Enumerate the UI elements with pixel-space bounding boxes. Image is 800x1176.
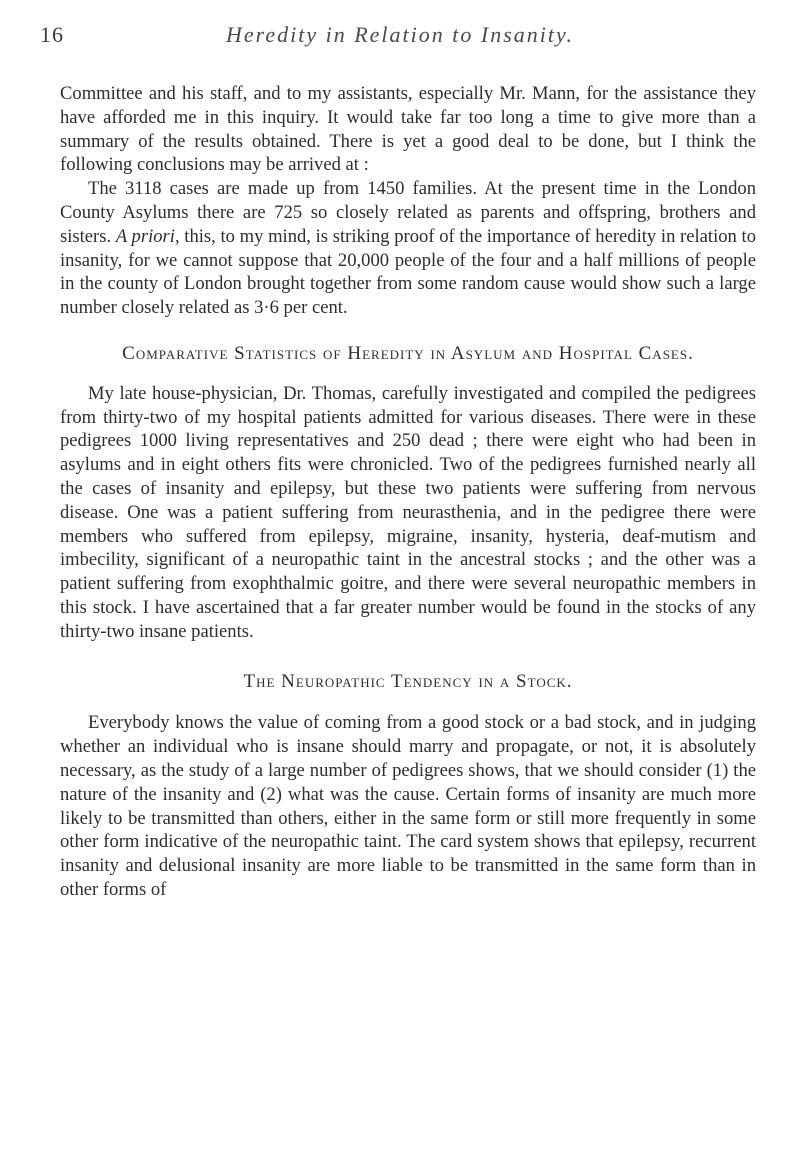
section-heading-neuropathic-tendency: The Neuropathic Tendency in a Stock. xyxy=(243,670,573,692)
paragraph-statistics-part2: , this, to my mind, is striking proof of the importance of heredity in relation to insanity, for we cannot suppose that 20,000 people of the four and a half millions of people in the county of London brought together from some random cause would show such a large number closely related as 3·6 per cent. xyxy=(60,225,756,319)
paragraph-pedigrees: My late house-physician, Dr. Thomas, carefully investigated and compiled the pedigrees from thirty-two of my hospital patients admitted for various diseases. There were in these pedigrees 1000 living representatives and 250 dead ; there were eight who had been in asylums and in eight others fits were chronicled. Two of the pedigrees furnished nearly all the cases of insanity and epilepsy, but these two patients were suffering from nervous disease. One was a patient suffering from neurasthenia, and in the pedigree there were members who suffered from epilepsy, migraine, insanity, hysteria, deaf-mutism and imbecility, significant of a neuropathic taint in the ancestral stocks ; and the other was a patient suffering from exophthalmic goitre, and there were several neuropathic members in this stock. I have ascertained that a far greater number would be found in the stocks of any thirty-two insane patients. xyxy=(60,382,756,642)
page-number: 16 xyxy=(40,22,64,47)
section-heading-comparative-statistics: Comparative Statistics of Heredity in Asylum and Hospital Cases. xyxy=(122,342,694,364)
paragraph-statistics-part1: The 3118 cases are made up from 1450 families. At the present time in the London County Asylums there are 725 so closely related as parents and offspring, brothers and sisters. xyxy=(60,178,756,247)
paragraph-continuation: Committee and his staff, and to my assistants, especially Mr. Mann, for the assistance they have afforded me in this inquiry. It would take far too long a time to give more than a summary of the results obtained. There is yet a good deal to be done, but I think the following conclusions may be arrived at : xyxy=(60,83,756,176)
paragraph-statistics xyxy=(60,177,756,320)
paragraph-stock: Everybody knows the value of coming from a good stock or a bad stock, and in judging whether an individual who is insane should marry and propagate, or not, it is absolutely necessary, as the study of a large number of pedigrees shows, that we should consider (1) the nature of the insanity and (2) what was the cause. Certain forms of insanity are much more likely to be transmitted than others, either in the same form or still more frequently in some other form indicative of the neuropathic taint. The card system shows that epilepsy, recurrent insanity and delusional insanity are more liable to be transmitted in the same form than in other forms of xyxy=(60,712,756,900)
body-text xyxy=(60,82,756,902)
running-title: Heredity in Relation to Insanity. xyxy=(225,22,575,47)
page-header xyxy=(40,22,760,62)
a-priori-italic: A priori xyxy=(115,225,175,247)
